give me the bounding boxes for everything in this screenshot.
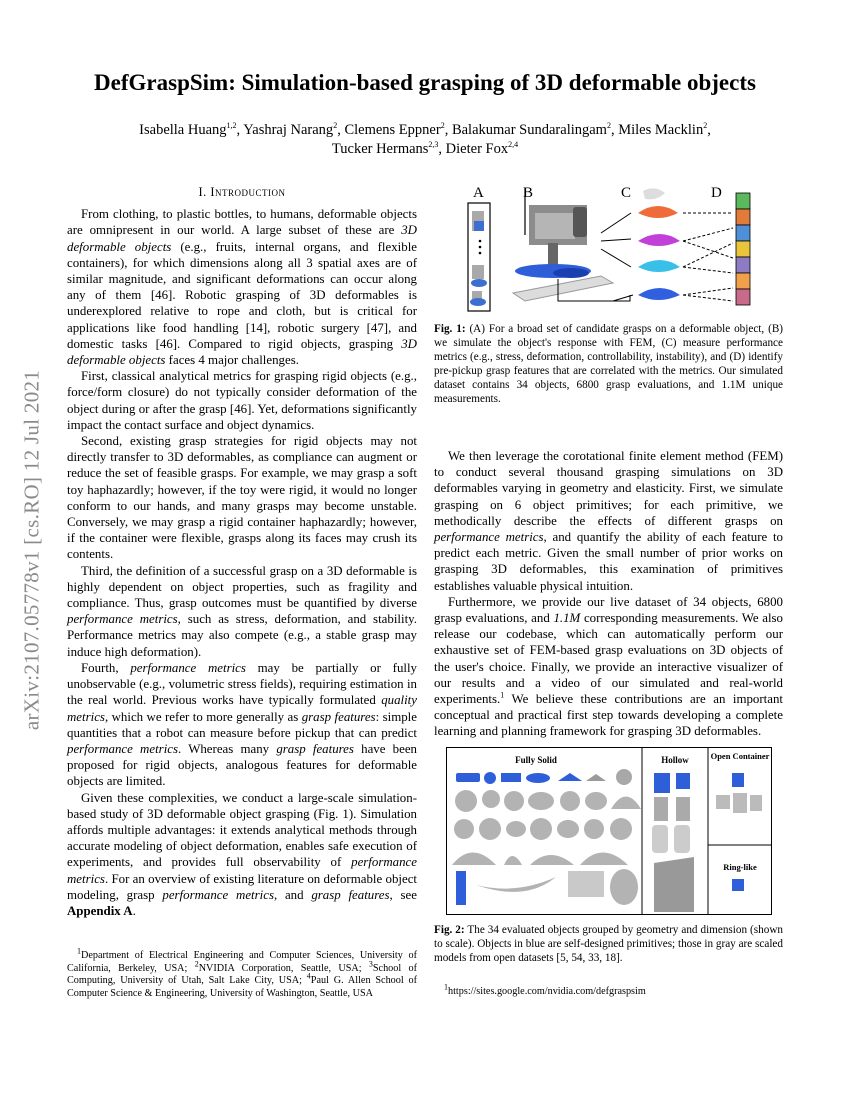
caption-label: Fig. 1: (434, 323, 466, 335)
caption-text: (A) For a broad set of candidate grasps on a deformable object, (B) we simulate the object's response with FEM, (C) measure performance metrics (e.g., stress, deformation, controllability, instability), and (D) identify pre-pickup grasp features that are correlated with the metrics. Our simulated dataset contains 34 objects, 6800 grasp evaluations, and 1.1M unique measurements. (434, 323, 784, 405)
fig2-header-open-container: Open Container (710, 751, 770, 761)
affiliation-footnote (67, 946, 417, 1000)
paragraph: Fourth, performance metrics may be partially or fully unobservable (e.g., volumetric stress fields), requiring estimation in the real world. Previous works have typically formulated quality metrics, which we refer to more generally as grasp features: simple quantities that a robot can measure before pickup that can predict performance metrics. Whereas many grasp features have been proposed for rigid objects, analogous features for deformable objects are limited. (67, 660, 417, 789)
fig2-solid-objects (452, 769, 641, 905)
feature-bar-segment (736, 257, 750, 273)
fig2-header-hollow: Hollow (661, 755, 689, 765)
author-list (90, 121, 760, 159)
feature-bar-segment (736, 273, 750, 289)
section-number: I. (198, 185, 207, 199)
fig1-panel-b (513, 188, 630, 301)
caption-label: Fig. 2: (434, 924, 465, 936)
author-line-2: Tucker Hermans$^{2,3}$, Dieter Fox$^{2,4}$ (331, 140, 519, 157)
affiliation-text: $^1$Department of Electrical Engineering and Computer Sciences, University of California, Berkeley, USA; $^2$NVIDIA Corporation, Seattle, USA; $^3$School of Computing, University of Utah, Salt Lake City, USA; $^4$Paul G. Allen School of Computer Science & Engineering, University of Washington, Seattle, USA (67, 946, 417, 999)
caption-text: The 34 evaluated objects grouped by geometry and dimension (shown to scale). Objects in blue are self-designed primitives; those in gray are scaled models from open datasets [5, 54, 33, 18]. (434, 924, 783, 964)
fig1-panel-c (601, 188, 680, 301)
paragraph: From clothing, to plastic bottles, to humans, deformable objects are omnipresent in our world. A large subset of these are 3D deformable objects (e.g., fruits, internal organs, and flexible containers), for which dimensions along all 3 spatial axes are of similar magnitude, and significant deformations can occur along any of them [46]. Robotic grasping of 3D deformables is underexplored relative to rope and cloth, but is critical for applications like food handling [14], robotic surgery [47], and domestic tasks [46]. Compared to rigid objects, grasping 3D deformable objects faces 4 major challenges. (67, 207, 417, 368)
section-title: Introduction (210, 185, 286, 199)
url-footnote (444, 982, 784, 999)
fig1-panel-a (468, 203, 490, 311)
paper-title: DefGraspSim: Simulation-based grasping of 3D deformable objects (94, 70, 756, 95)
paragraph: We then leverage the corotational finite element method (FEM) to conduct several thousand grasping simulations on 3D deformables varying in geometry and elasticity. First, we simulate grasping on 6 object primitives; for each primitive, we methodically describe the effects of different grasps on performance metrics, and quantify the ability of each feature to predict each metric. Given the small number of prior works on grasping 3D deformables, this examination of primitives establishes valuable physical intuition. (434, 449, 783, 593)
feature-bar-segment (736, 225, 750, 241)
fig1-panel-d-features (736, 193, 750, 305)
url-footnote-text: $^1$https://sites.google.com/nvidia.com/defgraspsim (444, 982, 646, 997)
feature-bar-segment (736, 289, 750, 305)
feature-bar-segment (736, 193, 750, 209)
paragraph: Furthermore, we provide our live dataset of 34 objects, 6800 grasp evaluations, and 1.1M corresponding measurements. We also release our codebase, which can automatically perform our exhaustive set of FEM-based grasp evaluations on 3D objects of the user's choice. Finally, we provide an interactive visualizer of our results and a video of our simulated and real-world experiments.$^1$ We believe these contributions are an important conceptual and practical first step towards developing a complete learning and planning framework for grasping 3D deformables. (434, 594, 784, 739)
figure-1-caption (434, 322, 783, 406)
arxiv-identifier: arXiv:2107.05778v1 [cs.RO] 12 Jul 2021 (19, 369, 44, 731)
fig1-label-b: B (523, 185, 534, 201)
paragraph: First, classical analytical metrics for grasping rigid objects (e.g., force/form closure) do not typically consider deformation of the object during or after the grasp [46]. Yet, deformations significantly impact the contact surface and object dynamics. (67, 369, 417, 432)
paragraph: Given these complexities, we conduct a large-scale simulation-based study of 3D deformable object grasping (Fig. 1). Simulation affords multiple advantages: it extends analytical methods through accurate modeling of object deformation, enables safe execution of experiments, and provides full observability of performance metrics. For an overview of existing literature on deformable object modeling, grasp performance metrics, and grasp features, see Appendix A. (67, 790, 417, 918)
fig2-hollow-objects (652, 773, 694, 912)
fig1-label-c: C (621, 185, 632, 201)
paragraph: Second, existing grasp strategies for rigid objects may not directly transfer to 3D deformables, as compliance can augment or reduce the set of feasible grasps. For example, we may grasp a soft toy haphazardly; however, if the toy were rigid, it would no longer conform to our hands, and many grasps may become unstable. Conversely, we may grasp a rigid container haphazardly; however, if the container were flexible, grasps along its faces may crush its contents. (67, 434, 417, 562)
author-line-1: Isabella Huang$^{1,2}$, Yashraj Narang$^2$, Clemens Eppner$^2$, Balakumar Sundaralingam$^2$, Miles Macklin$^2$, (139, 121, 711, 138)
fig1-label-a: A (473, 185, 484, 201)
fig2-header-ring-like: Ring-like (723, 862, 757, 872)
fig2-open-container-objects (716, 773, 762, 891)
figure-1 (463, 183, 763, 318)
right-column (434, 448, 783, 740)
section-heading (67, 184, 417, 200)
fig1-label-d: D (711, 185, 722, 201)
figure-2-caption (434, 923, 783, 965)
feature-bar-segment (736, 209, 750, 225)
paragraph: Third, the definition of a successful grasp on a 3D deformable is highly dependent on object properties, such as fragility and compliance. Thus, grasp outcomes must be quantified by diverse performance metrics, such as stress, deformation, and stability. Performance metrics may also compete (e.g., a stable grasp may induce high deformation). (67, 563, 417, 659)
fig1-arrows (683, 213, 733, 301)
left-column (67, 184, 417, 919)
feature-bar-segment (736, 241, 750, 257)
fig2-header-fully-solid: Fully Solid (515, 755, 557, 765)
arxiv-sidebar (12, 300, 52, 800)
figure-2 (446, 747, 772, 915)
